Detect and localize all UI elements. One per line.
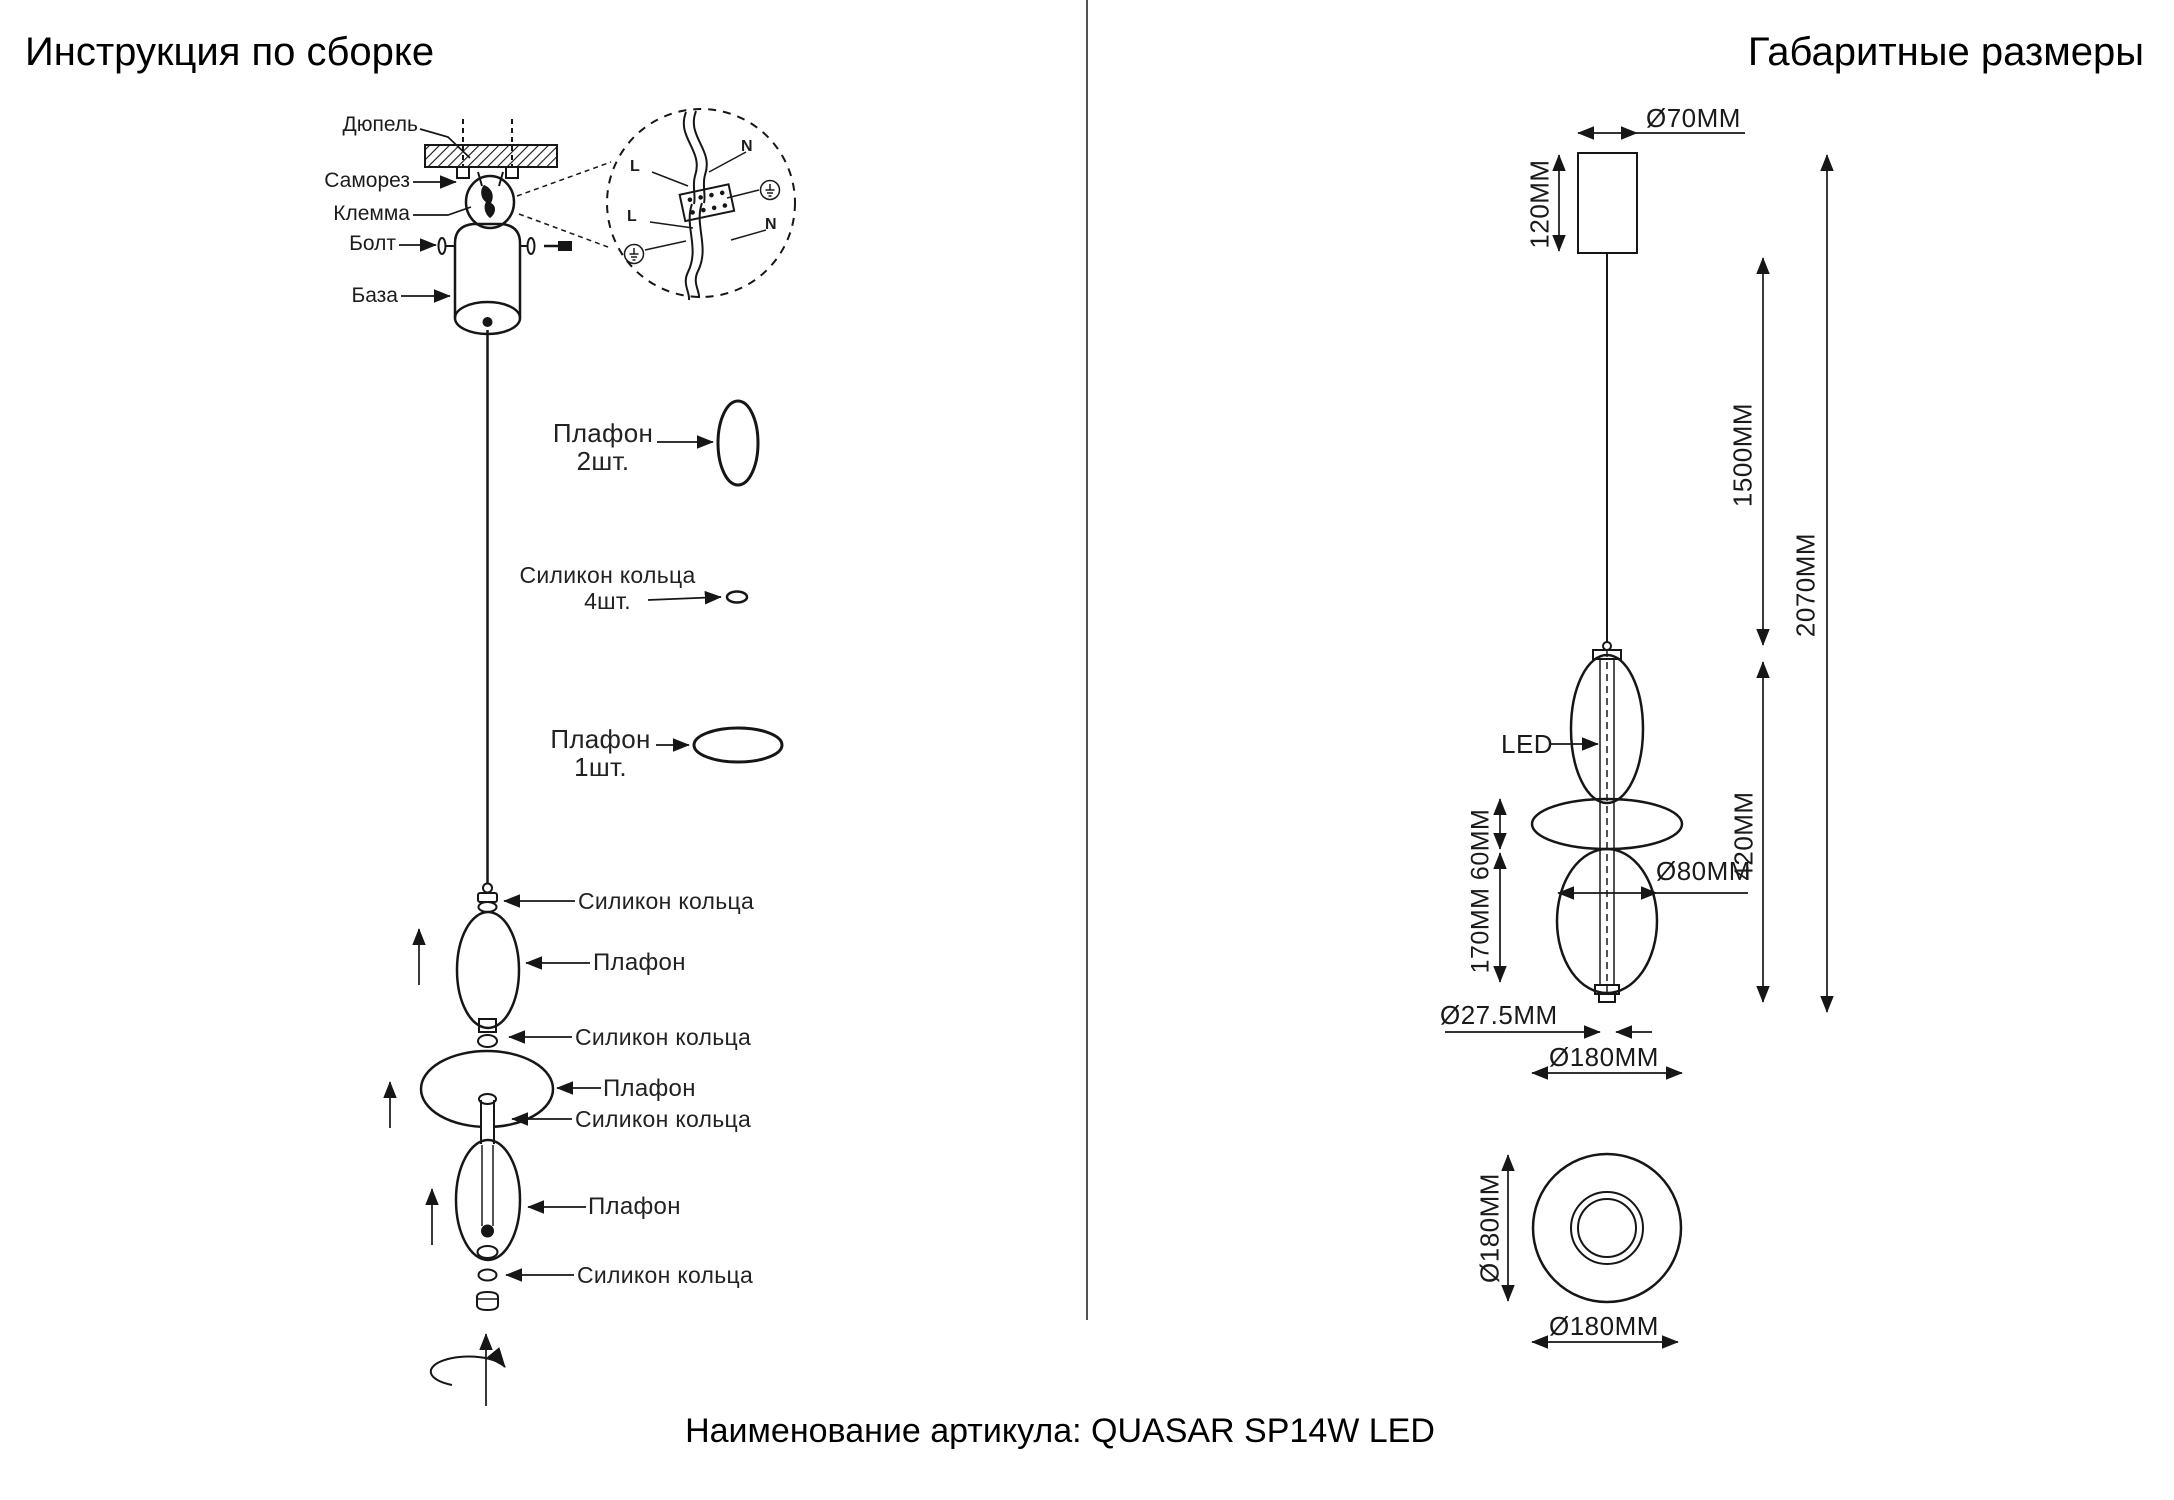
- dim-fixture-height: 420MM: [1728, 791, 1759, 881]
- shade-bottom: [456, 1140, 520, 1260]
- end-cap: [477, 1292, 498, 1310]
- exploded-stack: [390, 884, 601, 1407]
- label-dowel: Дюпель: [342, 113, 418, 136]
- shade-sample-horizontal: [694, 728, 782, 762]
- label-bolt: Болт: [349, 232, 396, 255]
- ground-icon: [761, 181, 780, 200]
- label-rings-top: Силикон кольца: [578, 888, 755, 914]
- label-led: LED: [1501, 729, 1554, 759]
- label-shade-1pc: Плафон 1шт.: [550, 724, 651, 782]
- label-base: База: [351, 284, 398, 307]
- dim-shade-diameter: Ø80MM: [1656, 856, 1751, 886]
- label-rings-mid: Силикон кольца: [575, 1024, 752, 1050]
- label-shade-mid: Плафон: [603, 1075, 696, 1102]
- label-screw: Саморез: [324, 169, 410, 192]
- bolt-right: [528, 238, 535, 254]
- dim-disc-diameter-side: Ø180MM: [1474, 1173, 1505, 1283]
- shade-top: [457, 912, 519, 1028]
- label-wire-l-top: L: [630, 158, 640, 175]
- canopy-rect: [1578, 153, 1637, 253]
- label-wire-n-top: N: [741, 138, 753, 155]
- label-shade-low: Плафон: [588, 1193, 681, 1220]
- label-rings-low: Силикон кольца: [575, 1106, 752, 1132]
- dim-suspension-length: 1500MM: [1727, 402, 1758, 508]
- dim-disc-diameter-plan: Ø180MM: [1549, 1042, 1659, 1072]
- silicone-ring-sample: [727, 592, 747, 603]
- terminal-clamp: [481, 185, 495, 218]
- dimensions-title: Габаритные размеры: [1747, 30, 2144, 74]
- plan-view-outer-circle: [1533, 1154, 1681, 1302]
- base-cylinder: [455, 224, 520, 318]
- shade-sample-vertical: [718, 401, 758, 485]
- detached-bolt: [558, 241, 572, 251]
- label-wire-n-bottom: N: [765, 216, 777, 233]
- label-terminal: Клемма: [333, 202, 410, 225]
- dim-disc-diameter-bottom: Ø180MM: [1549, 1311, 1659, 1341]
- bolt-left: [439, 238, 446, 254]
- dim-canopy-height: 120MM: [1524, 159, 1555, 249]
- label-shade-2pcs: Плафон 2шт.: [552, 418, 654, 476]
- dim-shade-heights: 170MM 60MM: [1466, 808, 1495, 974]
- ground-icon: [625, 245, 644, 264]
- article-name: Наименование артикула: QUASAR SP14W LED: [685, 1412, 1435, 1450]
- terminal-block: [680, 184, 735, 221]
- rotation-arc-icon: [431, 1357, 505, 1385]
- dim-tip-diameter: Ø27.5MM: [1440, 1000, 1558, 1030]
- wiring-detail: [517, 109, 795, 300]
- assembly-title: Инструкция по сборке: [25, 30, 435, 74]
- dim-canopy-diameter: Ø70MM: [1646, 103, 1741, 133]
- label-rings-4pcs: Силикон кольца 4шт.: [519, 562, 696, 614]
- ceiling-hatch: [425, 145, 557, 167]
- label-shade-top: Плафон: [593, 949, 686, 976]
- label-wire-l-bottom: L: [627, 208, 637, 225]
- dim-total-height: 2070MM: [1790, 532, 1821, 638]
- label-rings-bottom: Силикон кольца: [577, 1262, 754, 1288]
